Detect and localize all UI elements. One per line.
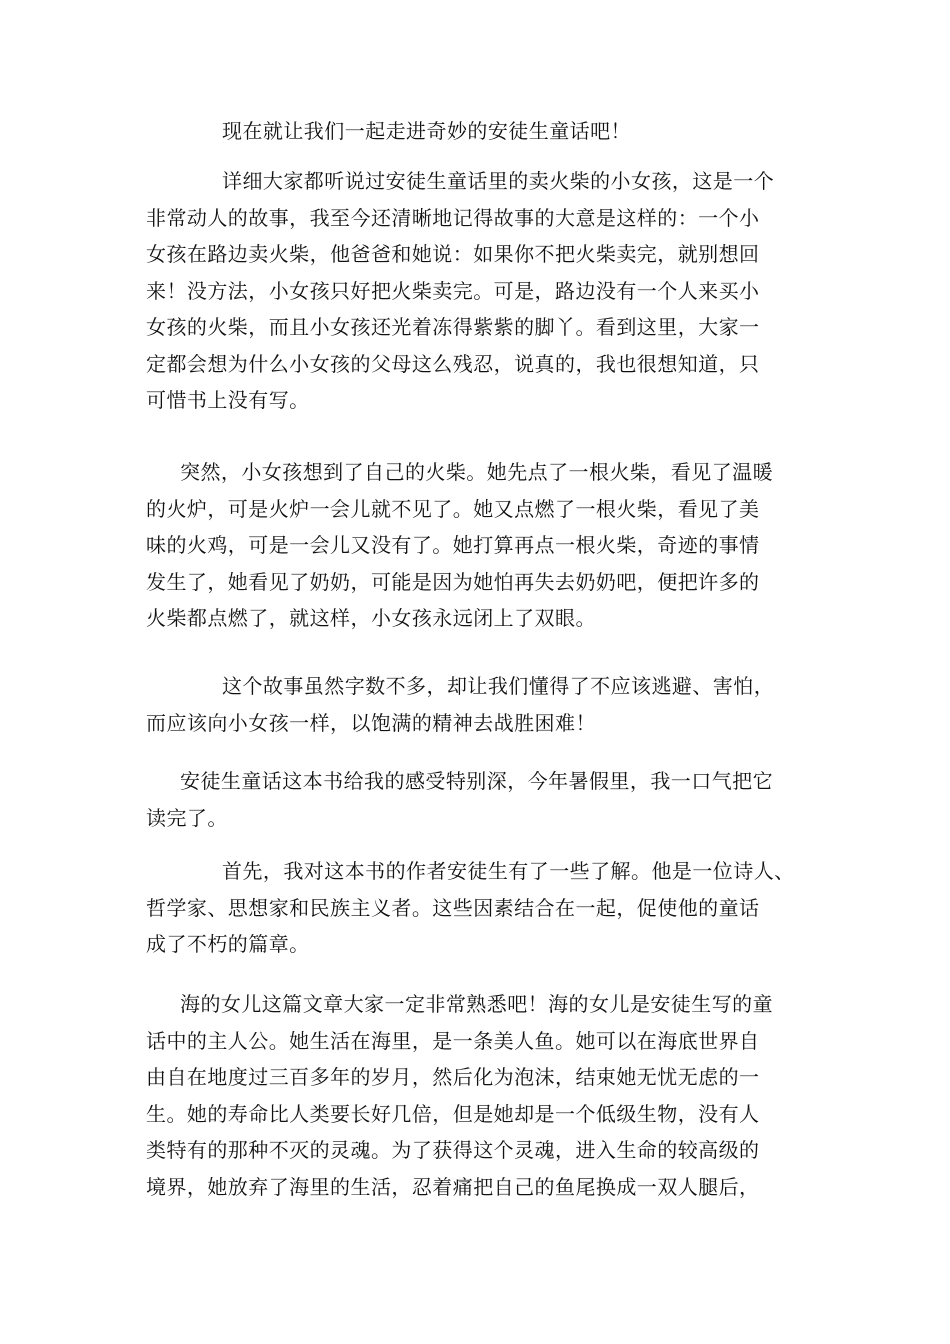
text-line: 女孩在路边卖火柴，他爸爸和她说：如果你不把火柴卖完，就别想回 <box>146 242 760 266</box>
text-line: 而应该向小女孩一样，以饱满的精神去战胜困难！ <box>146 710 596 735</box>
text-line: 读完了。 <box>146 805 228 830</box>
text-line: 味的火鸡，可是一会儿又没有了。她打算再点一根火柴，奇迹的事情 <box>146 533 760 557</box>
text-line: 哲学家、思想家和民族主义者。这些因素结合在一起，促使他的童话 <box>146 895 760 920</box>
text-line: 来！没方法，小女孩只好把火柴卖完。可是，路边没有一个人来买小 <box>146 278 760 303</box>
text-line: 话中的主人公。她生活在海里，是一条美人鱼。她可以在海底世界自 <box>146 1028 760 1053</box>
paragraph-match-girl-summary <box>146 163 826 419</box>
text-line: 的火炉，可是火炉一会儿就不见了。她又点燃了一根火柴，看见了美 <box>146 496 760 521</box>
text-line: 女孩的火柴，而且小女孩还光着冻得紫紫的脚丫。看到这里，大家一 <box>146 315 760 339</box>
text-line: 可惜书上没有写。 <box>146 388 310 412</box>
text-line: 现在就让我们一起走进奇妙的安徒生童话吧！ <box>222 119 631 143</box>
text-line: 这个故事虽然字数不多，却让我们懂得了不应该逃避、害怕， <box>222 674 775 698</box>
text-line: 突然，小女孩想到了自己的火柴。她先点了一根火柴，看见了温暖 <box>180 460 774 484</box>
text-line: 境界，她放弃了海里的生活，忍着痛把自己的鱼尾换成一双人腿后， <box>146 1174 760 1199</box>
text-line: 定都会想为什么小女孩的父母这么残忍，说真的，我也很想知道，只 <box>146 351 760 376</box>
paragraph-lesson <box>146 668 826 741</box>
text-line: 类特有的那种不灭的灵魂。为了获得这个灵魂，进入生命的较高级的 <box>146 1138 760 1162</box>
paragraph-intro <box>146 113 826 150</box>
text-line: 火柴都点燃了，就这样，小女孩永远闭上了双眼。 <box>146 606 596 630</box>
text-line: 海的女儿这篇文章大家一定非常熟悉吧！海的女儿是安徒生写的童 <box>180 992 774 1016</box>
text-line: 详细大家都听说过安徒生童话里的卖火柴的小女孩，这是一个 <box>222 169 775 193</box>
text-line: 安徒生童话这本书给我的感受特别深，今年暑假里，我一口气把它 <box>180 769 774 793</box>
text-line: 由自在地度过三百多年的岁月，然后化为泡沫，结束她无忧无虑的一 <box>146 1065 760 1089</box>
paragraph-match-girl-ending <box>146 454 826 637</box>
paragraph-little-mermaid <box>146 986 826 1205</box>
text-line: 首先，我对这本书的作者安徒生有了一些了解。他是一位诗人、 <box>222 859 795 883</box>
paragraph-author <box>146 853 826 963</box>
text-line: 发生了，她看见了奶奶，可能是因为她怕再失去奶奶吧，便把许多的 <box>146 569 760 594</box>
paragraph-book-impression <box>146 763 826 836</box>
text-line: 生。她的寿命比人类要长好几倍，但是她却是一个低级生物，没有人 <box>146 1101 760 1126</box>
text-line: 成了不朽的篇章。 <box>146 932 310 956</box>
text-line: 非常动人的故事，我至今还清晰地记得故事的大意是这样的：一个小 <box>146 205 760 230</box>
